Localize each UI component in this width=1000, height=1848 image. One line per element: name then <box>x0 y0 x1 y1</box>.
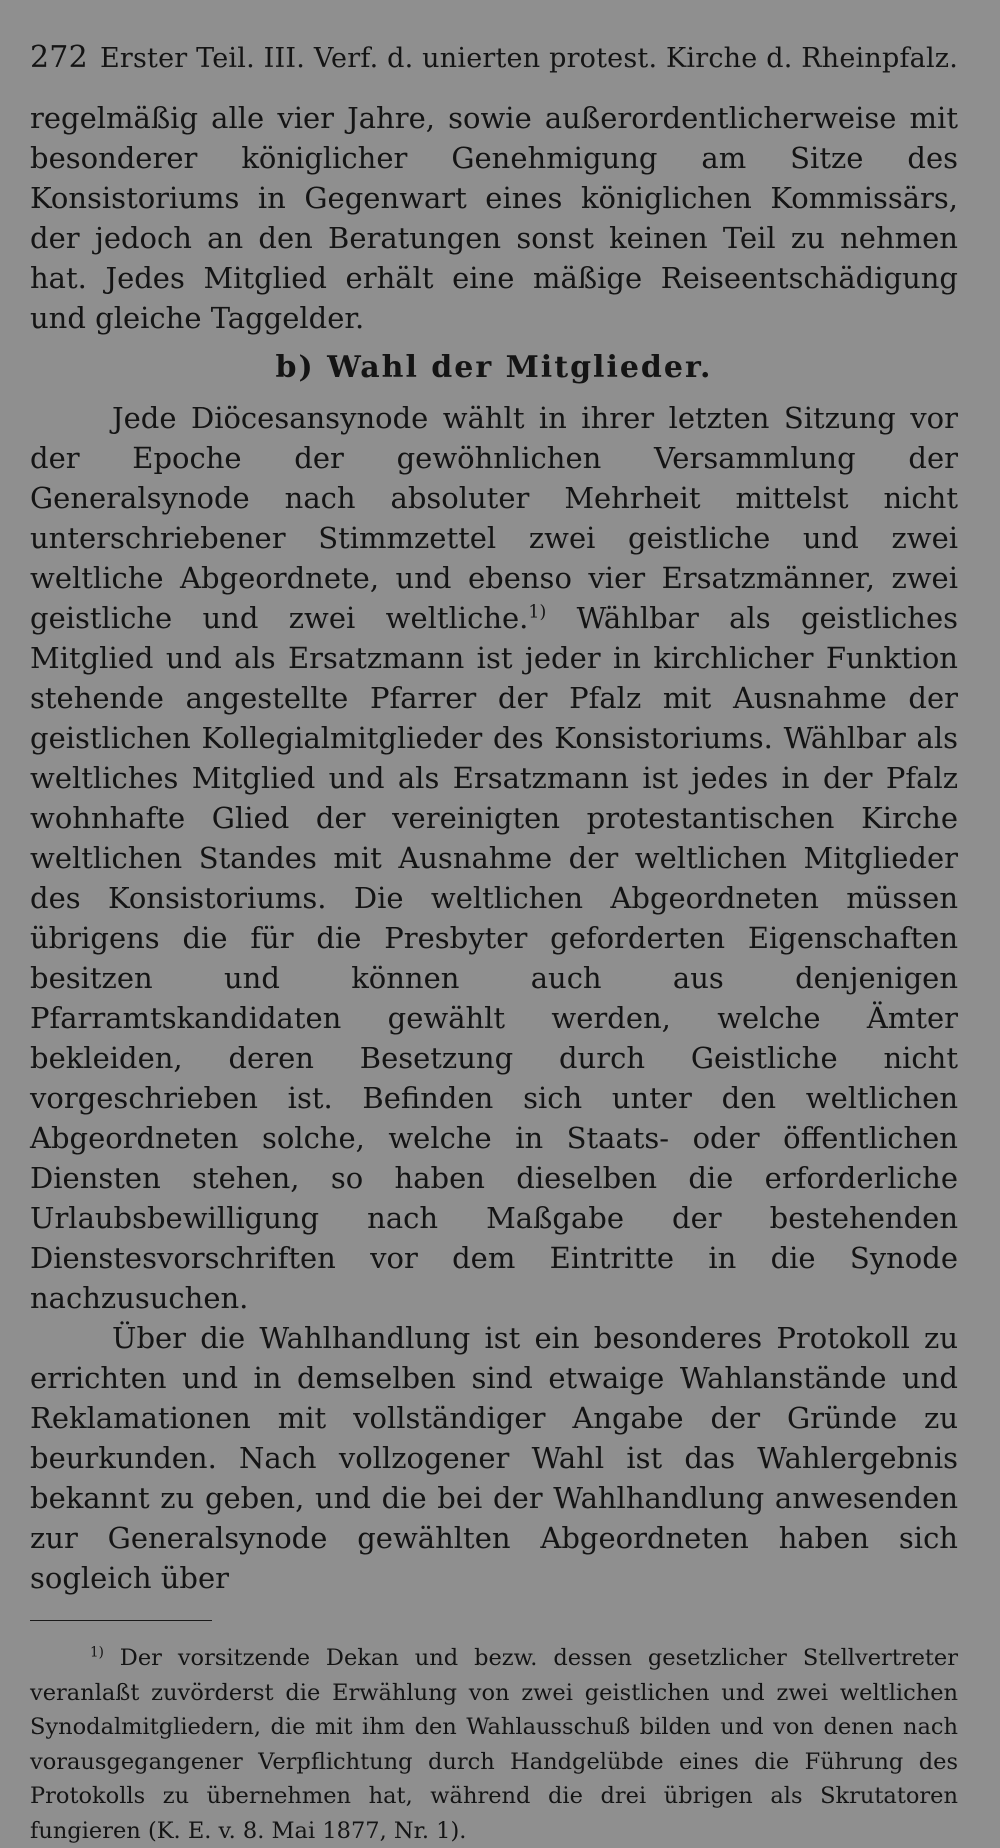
footnote-1 <box>30 1641 958 1848</box>
footnote-reference[interactable]: 1) <box>528 602 547 623</box>
paragraph-election-part-2: Wählbar als geistliches Mitglied und als Ersatzmann ist jeder in kirchlicher Funktion stehende angestellte Pfarrer der Pfalz mit Ausnahme der geistlichen Kollegialmitglieder des Konsistoriums. Wählbar als weltliches Mitglied und als Ersatzmann ist jedes in der Pfalz wohnhafte Glied der vereinigten protestantischen Kirche weltlichen Standes mit Ausnahme der weltlichen Mitglieder des Konsistoriums. Die weltlichen Abgeordneten müssen übrigens die für die Presbyter geforderten Eigenschaften besitzen und können auch aus denjenigen Pfarramtskandidaten gewählt werden, welche Ämter bekleiden, deren Besetzung durch Geistliche nicht vorgeschrieben ist. Befinden sich unter den weltlichen Abgeordneten solche, welche in Staats- oder öffentlichen Diensten stehen, so haben dieselben die erforderliche Urlaubsbewilligung nach Maßgabe der bestehenden Dienstesvorschriften vor dem Eintritte in die Synode nachzusuchen. <box>30 601 958 1315</box>
paragraph-continued: regelmäßig alle vier Jahre, sowie außerordentlicherweise mit besonderer königlicher Genehmigung am Sitze des Konsistoriums in Gegenwart eines königlichen Kommissärs, der jedoch an den Beratungen sonst keinen Teil zu nehmen hat. Jedes Mitglied erhält eine mäßige Reiseentschädigung und gleiche Taggelder. <box>30 101 958 335</box>
running-head <box>30 40 958 92</box>
page-number: 272 <box>30 40 88 75</box>
footnote-marker: 1) <box>90 1644 104 1661</box>
document-page <box>30 40 958 1848</box>
footnote-divider <box>30 1620 212 1621</box>
footnote-text: Der vorsitzende Dekan und bezw. dessen gesetzlicher Stellvertreter veranlaßt zuvörderst die Erwählung von zwei geistlichen und zwei weltlichen Synodalmitgliedern, die mit ihm den Wahlausschuß bilden und von denen nach vorausgegangener Verpflichtung durch Handgelübde eines die Führung des Protokolls zu übernehmen hat, während die drei übrigen als Skrutatoren fungieren (K. E. v. 8. Mai 1877, Nr. 1). <box>30 1645 958 1844</box>
paragraph-election <box>30 398 958 1318</box>
body-text <box>30 98 958 1598</box>
section-heading: b) Wahl der Mitglieder. <box>275 350 713 385</box>
paragraph-protocol: Über die Wahlhandlung ist ein besonderes Protokoll zu errichten und in demselben sind etwaige Wahlanstände und Reklamationen mit vollständiger Angabe der Gründe zu beurkunden. Nach vollzogener Wahl ist das Wahlergebnis bekannt zu geben, und die bei der Wahlhandlung anwesenden zur Generalsynode gewählten Abgeordneten haben sich sogleich über <box>30 1321 958 1595</box>
footnotes <box>30 1641 958 1848</box>
paragraph-election-part-1: Jede Diöcesansynode wählt in ihrer letzten Sitzung vor der Epoche der gewöhnlichen Versammlung der Generalsynode nach absoluter Mehrheit mittelst nicht unterschriebener Stimmzettel zwei geistliche und zwei weltliche Abgeordnete, und ebenso vier Ersatzmänner, zwei geistliche und zwei weltliche. <box>30 401 958 635</box>
running-head-title: Erster Teil. III. Verf. d. unierten protest. Kirche d. Rheinpfalz. <box>99 43 958 74</box>
